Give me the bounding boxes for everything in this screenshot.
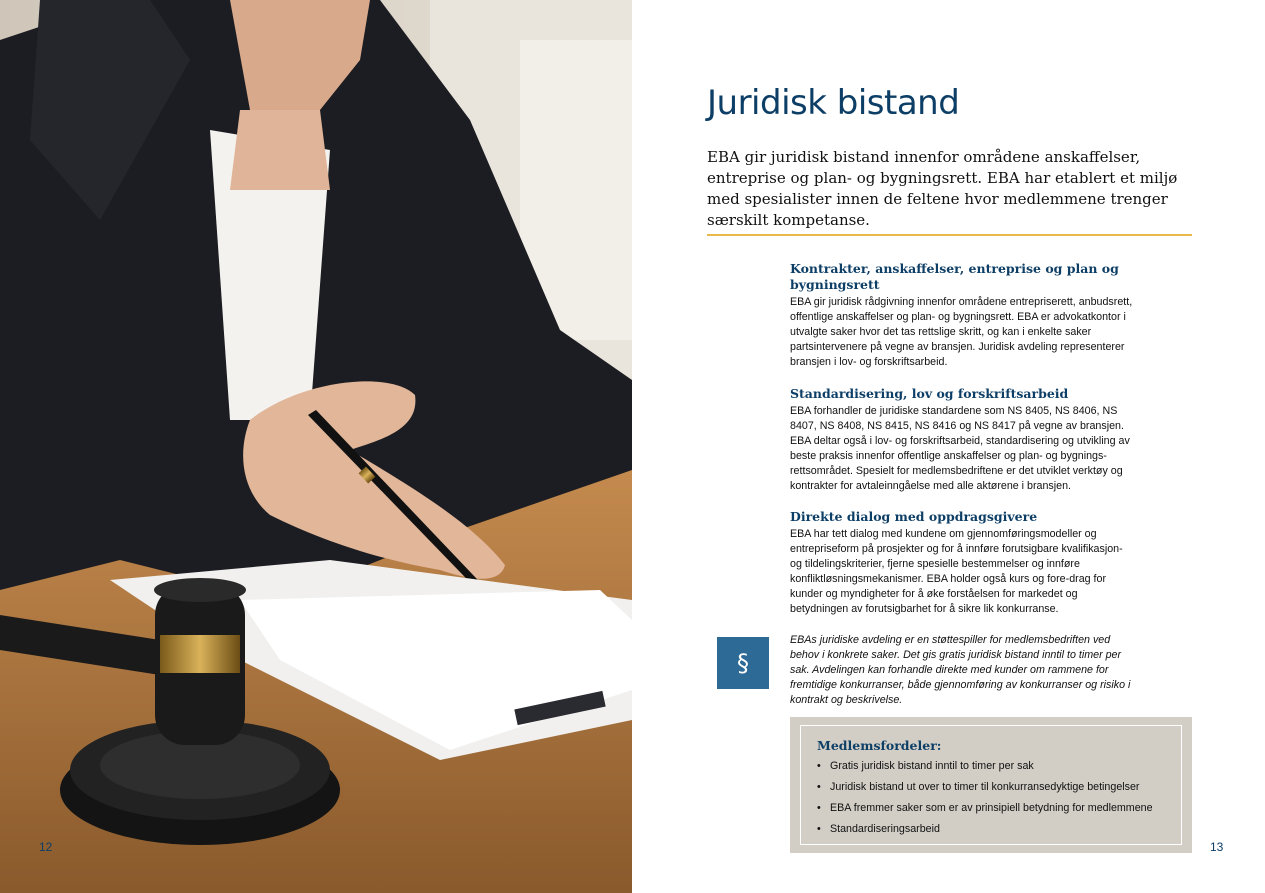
section-standardization bbox=[790, 386, 1135, 494]
page-number-left: 12 bbox=[39, 840, 53, 854]
benefits-list bbox=[817, 756, 1165, 840]
benefit-item: • Gratis juridisk bistand inntil to timer per sak bbox=[817, 756, 1165, 777]
divider-rule bbox=[707, 234, 1192, 236]
quote-text: EBAs juridiske avdeling er en støttespiller for medlemsbedriften ved behov i konkrete saker. Det gis gratis juridisk bistand inntil to timer per sak. Avdelingen kan forhandle direkte med kunder om rammene for fremtidige konkurranser, både gjennomføring av konkurranser og risiko i kontrakt og beskrivelse. bbox=[790, 634, 1131, 706]
lawyer-gavel-photo bbox=[0, 0, 632, 893]
intro-paragraph: EBA gir juridisk bistand innenfor områdene anskaffelser, entreprise og plan- og bygningsrett. EBA har etablert et miljø med spesialister innen de feltene hvor medlemmene trenger særskilt kompetanse. bbox=[707, 148, 1178, 229]
section-body: EBA forhandler de juridiske standardene som NS 8405, NS 8406, NS 8407, NS 8408, NS 8415, NS 8416 og NS 8417 på vegne av bransjen. EBA deltar også i lov- og forskriftsarbeid, standardisering og utvikling av beste praksis innenfor offentlige anskaffelser og plan- og bygnings-rettsområdet. Spesielt for medlemsbedriftene er det utviklet verktøy og kontrakter for avtaleinngåelse med alle aktørene i bransjen. bbox=[790, 405, 1130, 492]
benefit-item: • Juridisk bistand ut over to timer til konkurransedyktige betingelser bbox=[817, 777, 1165, 798]
benefits-heading: Medlemsfordeler: bbox=[817, 738, 942, 753]
benefit-item: • Standardiseringsarbeid bbox=[817, 819, 1165, 840]
section-contracts bbox=[790, 261, 1135, 370]
section-heading: Kontrakter, anskaffelser, entreprise og plan og bygningsrett bbox=[790, 261, 1119, 292]
section-dialog bbox=[790, 509, 1135, 617]
section-body: EBA gir juridisk rådgivning innenfor områdene entrepriserett, anbudsrett, offentlige anskaffelser og plan- og bygningsrett. EBA er advokatkontor i utvalgte saker hvor det tas rettslige skritt, og kan i enkelte saker partsintervenere på vegne av bransjen. Juridisk avdeling representerer bransjen i lov- og forskriftsarbeid. bbox=[790, 296, 1133, 368]
photo-illustration bbox=[0, 0, 632, 893]
section-heading: Direkte dialog med oppdragsgivere bbox=[790, 509, 1038, 524]
page-number-right: 13 bbox=[1210, 840, 1224, 854]
member-benefits-inner bbox=[800, 725, 1182, 845]
benefit-item: • EBA fremmer saker som er av prinsipiell betydning for medlemmene bbox=[817, 798, 1165, 819]
section-heading: Standardisering, lov og forskriftsarbeid bbox=[790, 386, 1069, 401]
page-title: Juridisk bistand bbox=[707, 83, 960, 123]
paragraph-icon: § bbox=[717, 637, 769, 689]
member-benefits-box bbox=[790, 717, 1192, 853]
section-body: EBA har tett dialog med kundene om gjennomføringsmodeller og entrepriseform på prosjekter og for å innføre forutsigbare kvalifikasjon- og tildelingskriterier, fjerne spesielle bestemmelser og innføre konfliktløsningsmekanismer. EBA holder også kurs og fore-drag for kunder og myndigheter for å øke forståelsen for markedet og betydningen av forutsigbarhet for å sikre lik konkurranse. bbox=[790, 528, 1123, 615]
